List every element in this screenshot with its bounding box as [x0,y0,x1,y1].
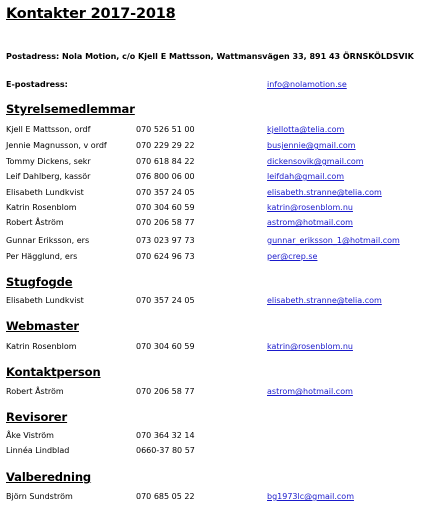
contact-phone: 073 023 97 73 [136,236,195,245]
postal-address: Postadress: Nola Motion, c/o Kjell E Mattsson, Wattmansvägen 33, 891 43 ÖRNSKÖLDSVIK [6,52,414,61]
contact-name: Gunnar Eriksson, ers [6,236,90,245]
section-title-valberedning: Valberedning [6,470,92,484]
contact-name: Katrin Rosenblom [6,342,77,351]
contact-name: Jennie Magnusson, v ordf [6,141,107,150]
contact-row [0,125,429,139]
contact-phone: 070 229 29 22 [136,141,195,150]
contact-name: Åke Viström [6,431,54,440]
contact-row [0,431,429,445]
section-title-webmaster: Webmaster [6,319,79,333]
contact-phone: 0660-37 80 57 [136,446,195,455]
contact-phone: 070 304 60 59 [136,203,195,212]
contact-phone: 070 304 60 59 [136,342,195,351]
contact-row [0,296,429,310]
contact-row [0,203,429,217]
contact-name: Linnéa Lindblad [6,446,70,455]
contact-row [0,342,429,356]
contact-email-link[interactable]: katrin@rosenblom.nu [267,203,353,212]
contact-name: Leif Dahlberg, kassör [6,172,91,181]
contact-name: Robert Åström [6,387,64,396]
section-title-revisorer: Revisorer [6,410,68,424]
contact-phone: 070 526 51 00 [136,125,195,134]
section-title-stugfogde: Stugfogde [6,275,73,289]
contact-row [0,252,429,266]
contact-email-link[interactable]: kjellotta@telia.com [267,125,345,134]
contact-email-link[interactable]: elisabeth.stranne@telia.com [267,296,382,305]
contact-email-link[interactable]: elisabeth.stranne@telia.com [267,188,382,197]
contact-row [0,387,429,401]
contact-name: Elisabeth Lundkvist [6,296,84,305]
contact-row [0,446,429,460]
contact-name: Tommy Dickens, sekr [6,157,91,166]
email-label: E-postadress: [6,80,68,89]
contact-email-link[interactable]: gunnar_eriksson_1@hotmail.com [267,236,400,245]
contact-row [0,172,429,186]
contact-row [0,492,429,506]
contact-name: Björn Sundström [6,492,73,501]
contact-phone: 070 618 84 22 [136,157,195,166]
contact-email-link[interactable]: dickensovik@gmail.com [267,157,364,166]
contact-name: Kjell E Mattsson, ordf [6,125,91,134]
contact-email-link[interactable]: busjennie@gmail.com [267,141,356,150]
contact-row [0,236,429,250]
contact-row [0,218,429,232]
contact-name: Elisabeth Lundkvist [6,188,84,197]
contact-phone: 070 624 96 73 [136,252,195,261]
contact-email-link[interactable]: katrin@rosenblom.nu [267,342,353,351]
contact-row [0,157,429,171]
page-title: Kontakter 2017-2018 [6,6,176,22]
contact-phone: 070 206 58 77 [136,218,195,227]
contact-row [0,188,429,202]
contact-phone: 070 357 24 05 [136,296,195,305]
contact-email-link[interactable]: bg1973lc@gmail.com [267,492,354,501]
contact-phone: 070 206 58 77 [136,387,195,396]
contact-email-link[interactable]: per@crep.se [267,252,318,261]
contact-name: Per Hägglund, ers [6,252,78,261]
section-title-styrelsemedlemmar: Styrelsemedlemmar [6,102,135,116]
contact-email-link[interactable]: astrom@hotmail.com [267,218,353,227]
contact-email-link[interactable]: leifdah@gmail.com [267,172,345,181]
email-link[interactable]: info@nolamotion.se [267,80,347,89]
contact-email-link[interactable]: astrom@hotmail.com [267,387,353,396]
contact-phone: 076 800 06 00 [136,172,195,181]
contact-name: Robert Åström [6,218,64,227]
contact-name: Katrin Rosenblom [6,203,77,212]
contact-phone: 070 364 32 14 [136,431,195,440]
contact-row [0,141,429,155]
section-title-kontaktperson: Kontaktperson [6,365,101,379]
contact-phone: 070 357 24 05 [136,188,195,197]
contact-phone: 070 685 05 22 [136,492,195,501]
